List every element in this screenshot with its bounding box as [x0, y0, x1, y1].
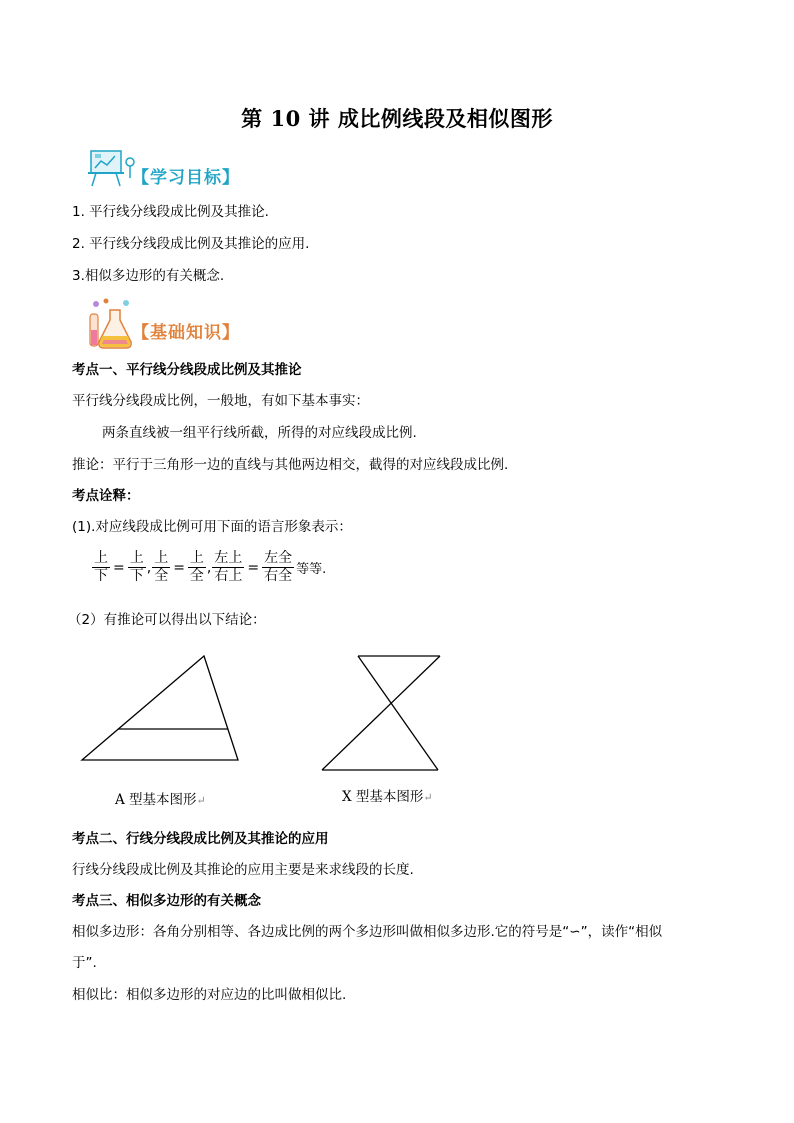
fraction: $\frac{\text{左全}}{\text{右全}}$ — [264, 550, 293, 584]
paragraph: 推论：平行于三角形一边的直线与其他两边相交，截得的对应线段成比例. — [72, 457, 509, 473]
objective-item: 1. 平行线分线段成比例及其推论. — [72, 204, 269, 220]
paragraph: 平行线分线段成比例，一般地，有如下基本事实： — [72, 393, 369, 409]
x-type-figure — [318, 652, 444, 778]
proportion-formula: $\frac{\text{上}}{\text{下}}$ = $\frac{\text{上}}{\text{下}}$ , $\frac{\text{上}}{\text{全}}$ = $\frac{\text{上}}{\text{全}}$ , $\frac{\text{左上}}{\text{右上}}$ = $\frac{\text{左全}}{\text{右全}}$ 等等. — [94, 550, 327, 584]
page-title: 第 10 讲 成比例线段及相似图形 — [241, 106, 553, 131]
fraction: $\frac{\text{上}}{\text{全}}$ — [154, 550, 169, 584]
explain-heading: 考点诠释： — [72, 488, 140, 504]
paragraph: 两条直线被一组平行线所截，所得的对应线段成比例. — [102, 425, 417, 441]
paragraph: 于”. — [72, 955, 97, 971]
figure-caption-x: X 型基本图形↵ — [342, 789, 433, 805]
point2-heading: 考点二、行线分线段成比例及其推论的应用 — [72, 831, 329, 847]
lab-flask-icon — [86, 298, 136, 354]
fraction: $\frac{\text{上}}{\text{下}}$ — [94, 550, 108, 584]
fraction: $\frac{\text{上}}{\text{全}}$ — [189, 550, 204, 584]
section-title-objectives: 【学习目标】 — [132, 168, 240, 188]
fraction: $\frac{\text{上}}{\text{下}}$ — [129, 550, 144, 584]
objective-item: 2. 平行线分线段成比例及其推论的应用. — [72, 236, 310, 252]
paragraph: 行线分线段成比例及其推论的应用主要是来求线段的长度. — [72, 862, 414, 878]
objective-item: 3.相似多边形的有关概念. — [72, 268, 225, 284]
a-type-figure — [78, 650, 248, 770]
figure-caption-a: A 型基本图形↵ — [115, 792, 206, 808]
paragraph: (1).对应线段成比例可用下面的语言形象表示： — [72, 519, 352, 535]
paragraph: 相似多边形：各角分别相等、各边成比例的两个多边形叫做相似多边形.它的符号是“∽”，读作“相似 — [72, 924, 663, 940]
point3-heading: 考点三、相似多边形的有关概念 — [72, 893, 261, 909]
fraction: $\frac{\text{左上}}{\text{右上}}$ — [214, 550, 243, 584]
point1-heading: 考点一、平行线分线段成比例及其推论 — [72, 362, 302, 378]
paragraph: （2）有推论可以得出以下结论： — [68, 612, 266, 628]
paragraph: 相似比：相似多边形的对应边的比叫做相似比. — [72, 987, 347, 1003]
presentation-board-icon — [86, 148, 136, 192]
section-title-basics: 【基础知识】 — [132, 323, 240, 343]
